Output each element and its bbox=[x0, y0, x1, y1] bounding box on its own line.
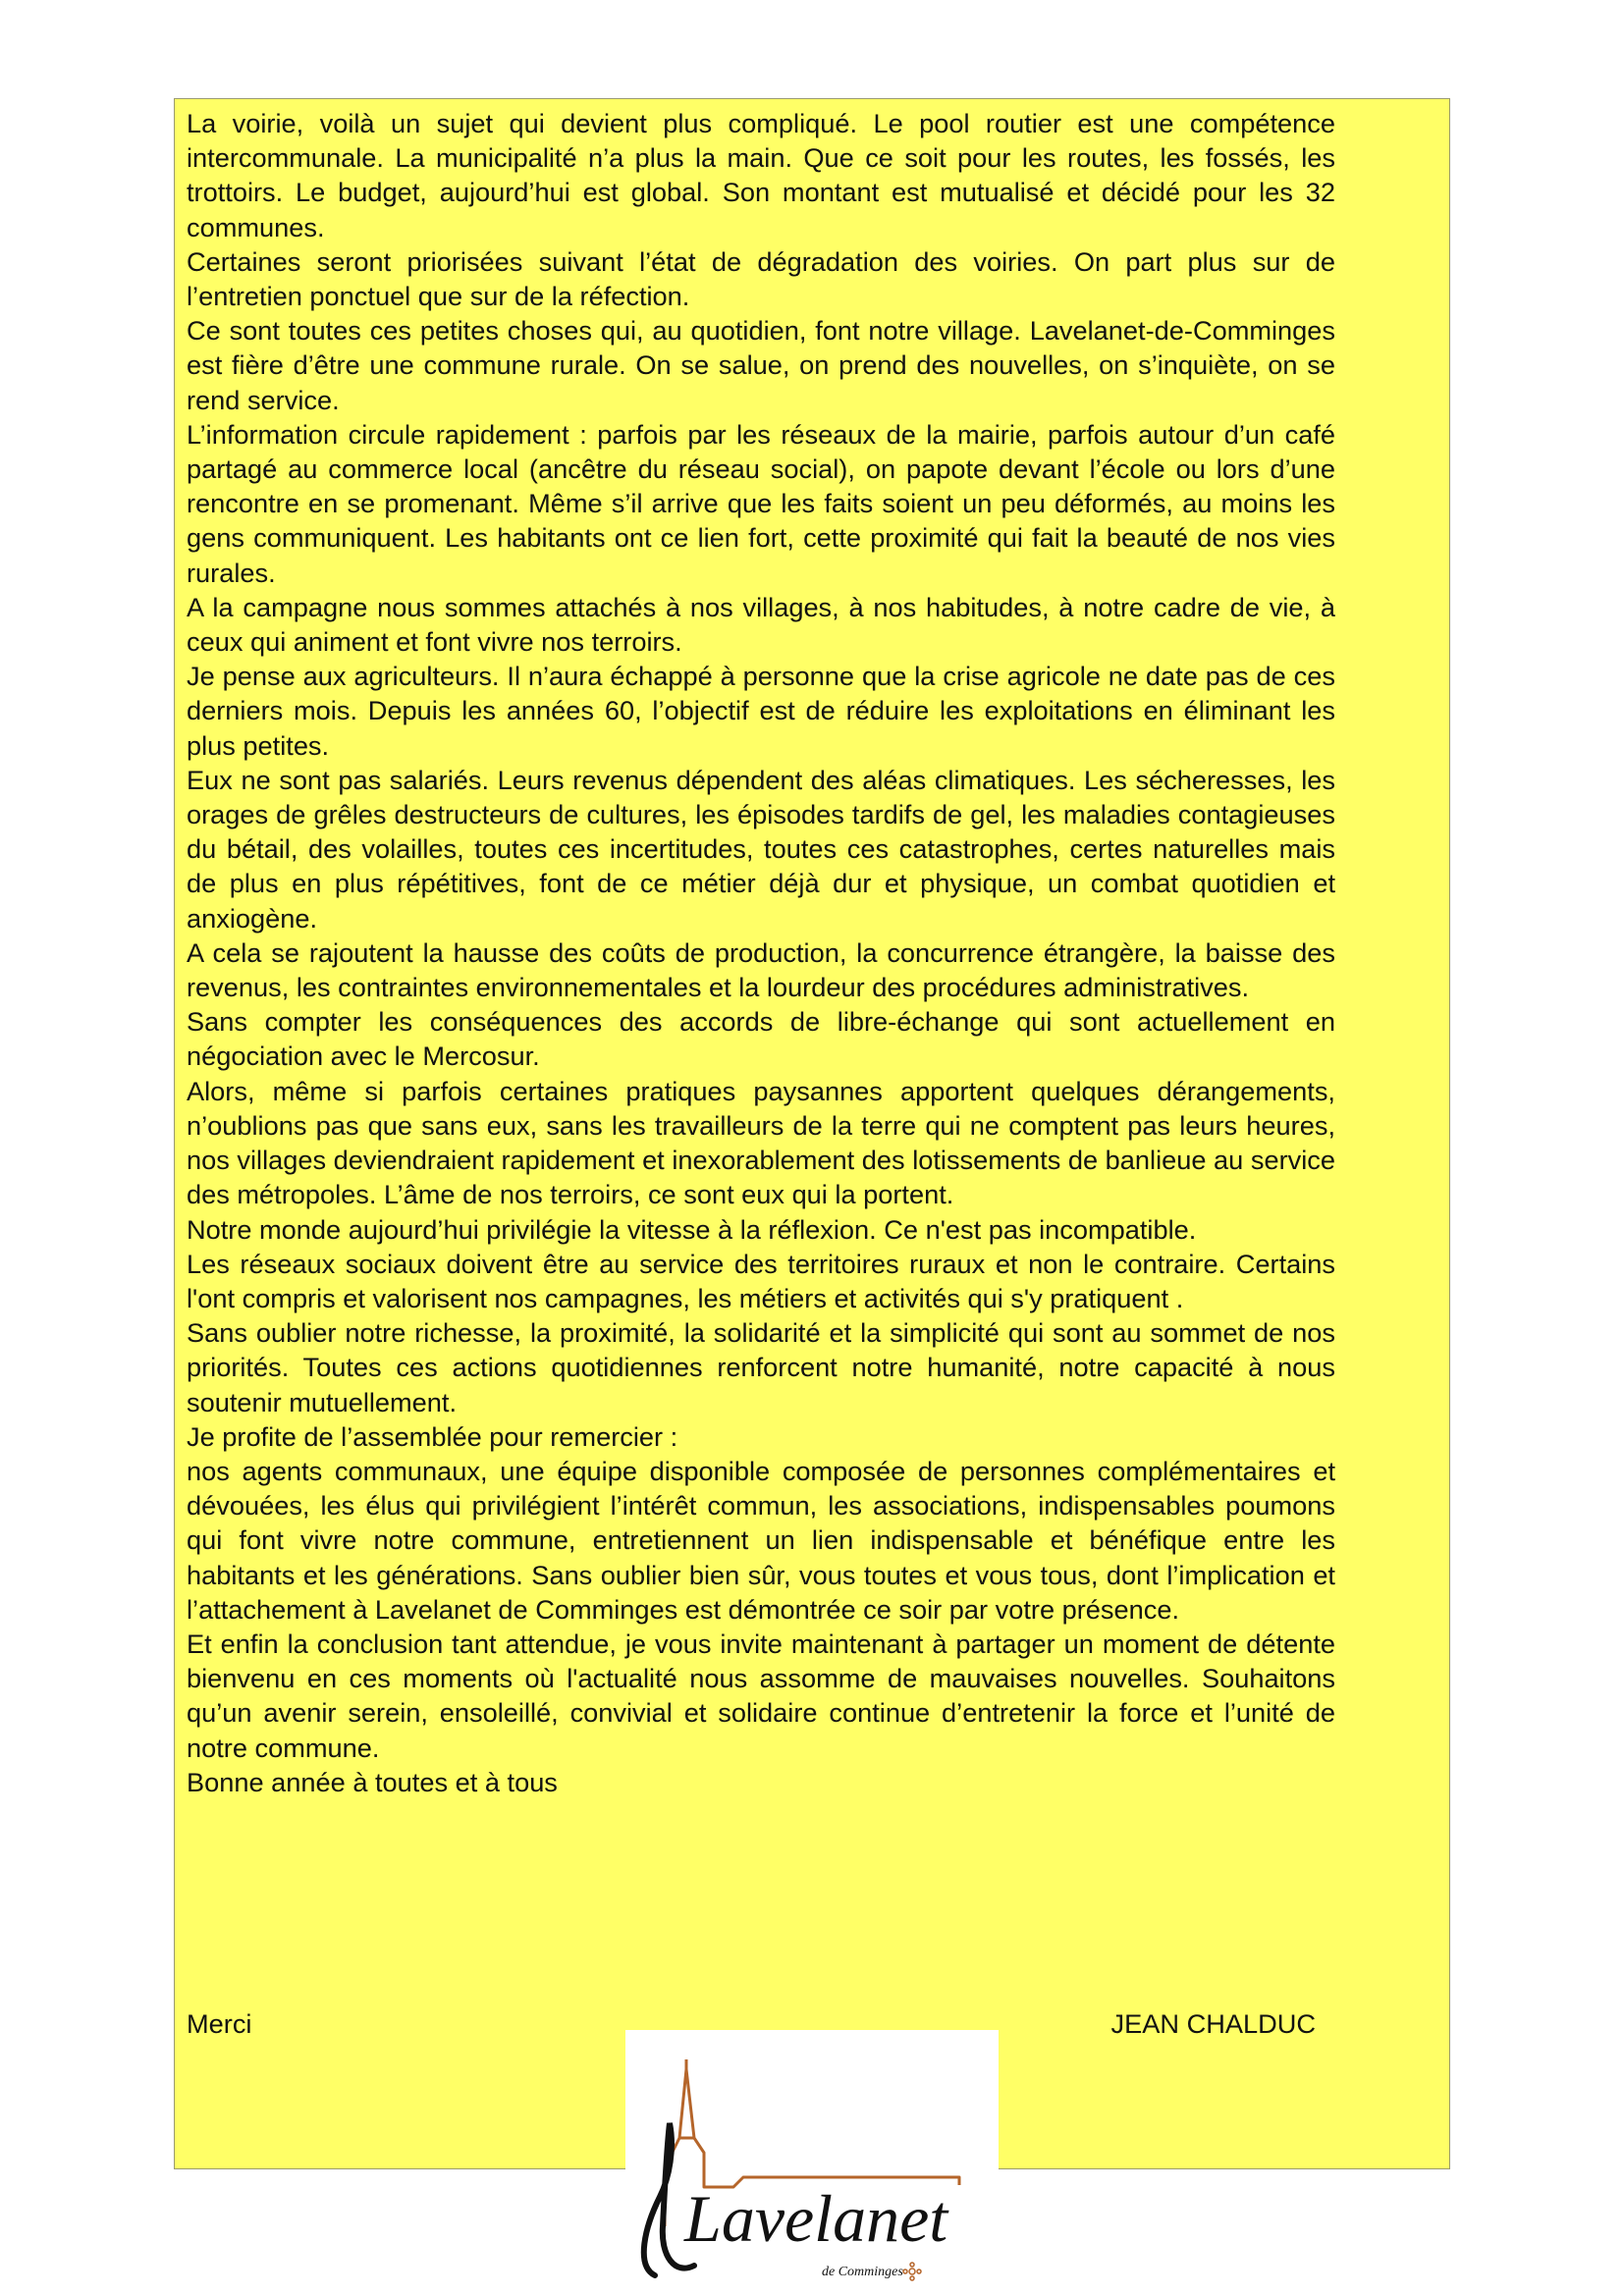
signature: JEAN CHALDUC bbox=[1110, 2008, 1316, 2039]
church-logo-icon bbox=[625, 2030, 999, 2295]
paragraph: Je pense aux agriculteurs. Il n’aura échappé à personne que la crise agricole ne date pas de ces derniers mois. Depuis les années 60, l’objectif est de réduire les exploitations en éliminant les plus petites. bbox=[187, 661, 1335, 761]
paragraph: Alors, même si parfois certaines pratiques paysannes apportent quelques dérangements, n’oublions pas que sans eux, sans les travailleurs de la terre qui ne comptent pas leurs heures, nos villages deviendraient rapidement et inexorablement des lotissements de banlieue au service des métropoles. L’âme de nos terroirs, ce sont eux qui la portent. bbox=[187, 1075, 1335, 1210]
paragraph: La voirie, voilà un sujet qui devient plus compliqué. Le pool routier est une compétence intercommunale. La municipalité n’a plus la main. Que ce soit pour les routes, les fossés, les trottoirs. Le budget, aujourd’hui est global. Son montant est mutualisé et décidé pour les 32 communes. bbox=[187, 108, 1335, 242]
paragraph: Certaines seront priorisées suivant l’état de dégradation des voiries. On part plus sur de l’entretien ponctuel que sur de la réfection. bbox=[187, 245, 1335, 312]
paragraph: A la campagne nous sommes attachés à nos villages, à nos habitudes, à notre cadre de vie, à ceux qui animent et font vivre nos terroirs. bbox=[187, 591, 1335, 658]
paragraph: Eux ne sont pas salariés. Leurs revenus dépendent des aléas climatiques. Les sécheresses, les orages de grêles destructeurs de cultures, les épisodes tardifs de gel, les maladies contagieuses du bétail, des volailles, toutes ces incertitudes, toutes ces catastrophes, certes naturelles mais de plus en plus répétitives, font de ce métier déjà dur et physique, un combat quotidien et anxiogène. bbox=[187, 764, 1335, 934]
letter-body bbox=[187, 106, 1335, 1799]
paragraph: Et enfin la conclusion tant attendue, je vous invite maintenant à partager un moment de détente bienvenu en ces moments où l'actualité nous assomme de mauvaises nouvelles. Souhaitons qu’un avenir serein, ensoleillé, convivial et solidaire continue d’entretenir la force et l’unité de notre commune. bbox=[187, 1628, 1335, 1763]
paragraph: Je profite de l’assemblée pour remercier : bbox=[187, 1420, 678, 1452]
paragraph: Sans oublier notre richesse, la proximité, la solidarité et la simplicité qui sont au sommet de nos priorités. Toutes ces actions quotidiennes renforcent notre humanité, notre capacité à nous soutenir mutuellement. bbox=[187, 1317, 1335, 1417]
paragraph: Ce sont toutes ces petites choses qui, au quotidien, font notre village. Lavelanet-de-Comminges est fière d’être une commune rurale. On se salue, on prend des nouvelles, on s’inquiète, on se rend service. bbox=[187, 315, 1335, 415]
logo-subtitle: de Comminges bbox=[822, 2265, 903, 2279]
paragraph: A cela se rajoutent la hausse des coûts de production, la concurrence étrangère, la baisse des revenus, les contraintes environnementales et la lourdeur des procédures administratives. bbox=[187, 936, 1335, 1003]
occitan-cross-icon bbox=[903, 2263, 921, 2280]
logo-wordmark: Lavelanet bbox=[684, 2181, 948, 2256]
paragraph: Sans compter les conséquences des accords de libre-échange qui sont actuellement en négociation avec le Mercosur. bbox=[187, 1006, 1335, 1072]
paragraph: L’information circule rapidement : parfois par les réseaux de la mairie, parfois autour d’un café partagé au commerce local (ancêtre du réseau social), on papote devant l’école ou lors d’une rencontre en se promenant. Même s’il arrive que les faits soient un peu déformés, au moins les gens communiquent. Les habitants ont ce lien fort, cette proximité qui fait la beauté de nos vies rurales. bbox=[187, 418, 1335, 588]
paragraph: Les réseaux sociaux doivent être au service des territoires ruraux et non le contraire. Certains l'ont compris et valorisent nos campagnes, les métiers et activités qui s'y pratiquent . bbox=[187, 1248, 1335, 1313]
village-logo bbox=[625, 2030, 999, 2295]
paragraph: Notre monde aujourd’hui privilégie la vitesse à la réflexion. Ce n'est pas incompatible. bbox=[187, 1213, 1197, 1245]
paragraph: Bonne année à toutes et à tous bbox=[187, 1766, 558, 1797]
paragraph: nos agents communaux, une équipe disponible composée de personnes complémentaires et dévouées, les élus qui privilégient l’intérêt commun, les associations, indispensables poumons qui font vivre notre commune, entretiennent un lien indispensable et bénéfique entre les habitants et les générations. Sans oublier bien sûr, vous toutes et vous tous, dont l’implication et l’attachement à Lavelanet de Comminges est démontrée ce soir par votre présence. bbox=[187, 1455, 1335, 1625]
thanks-text: Merci bbox=[187, 2008, 252, 2039]
